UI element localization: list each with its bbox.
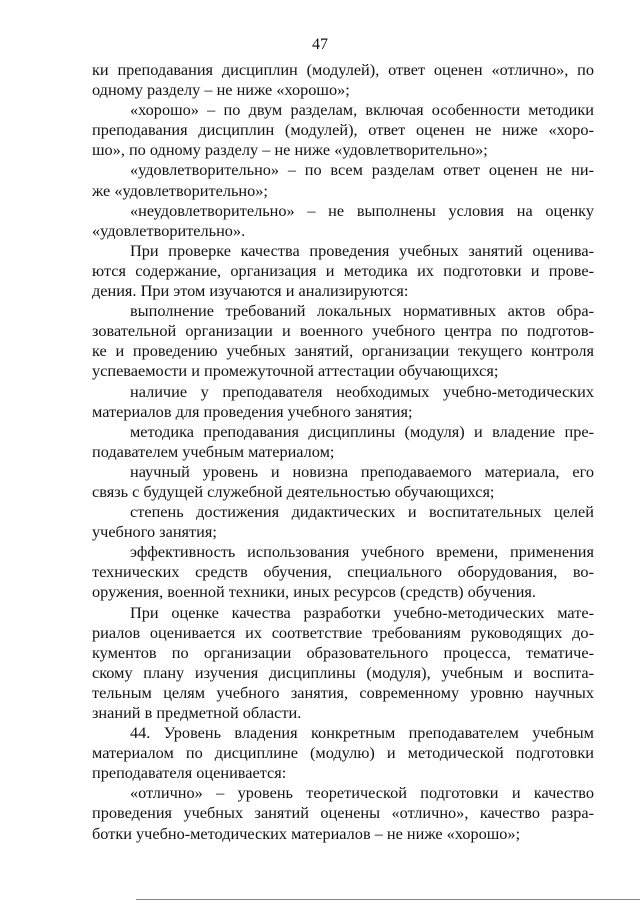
text-line: ке и проведению учебных занятий, организации текущего контроля xyxy=(92,341,594,361)
body-text xyxy=(92,60,594,844)
text-line: выполнение требований локальных нормативных актов обра- xyxy=(130,301,594,321)
text-line: знаний в предметной области. xyxy=(92,703,302,722)
text-line: шо», по одному разделу – не ниже «удовлетворительно»; xyxy=(92,140,488,160)
page-number: 47 xyxy=(312,36,328,53)
text-line: учебного занятия; xyxy=(92,522,217,542)
bottom-rule xyxy=(136,899,640,900)
text-line: преподавания дисциплин (модулей), ответ оценен не ниже «хоро- xyxy=(92,120,594,140)
text-line: методика преподавания дисциплины (модуля) и владение пре- xyxy=(130,421,594,441)
text-line: зовательной организации и военного учебного центра по подготов- xyxy=(92,321,594,341)
text-line: При проверке качества проведения учебных занятий оценива- xyxy=(130,240,594,260)
text-line: «неудовлетворительно» – не выполнены условия на оценку xyxy=(130,200,594,220)
text-line: проведения учебных занятий оценены «отлично», качество разра- xyxy=(92,803,594,823)
text-line: научный уровень и новизна преподаваемого материала, его xyxy=(130,461,594,481)
text-line: ки преподавания дисциплин (модулей), ответ оценен «отлично», по xyxy=(92,60,594,79)
text-line: материалов для проведения учебного занятия; xyxy=(92,401,413,421)
text-line: оружения, военной техники, иных ресурсов (средств) обучения. xyxy=(92,582,536,602)
text-line: ботки учебно-методических материалов – не ниже «хорошо»; xyxy=(92,823,521,843)
text-line: степень достижения дидактических и воспитательных целей xyxy=(130,502,594,522)
text-line: «отлично» – уровень теоретической подготовки и качество xyxy=(130,783,594,803)
text-line: эффективность использования учебного времени, применения xyxy=(130,542,594,562)
text-line: «удовлетворительно». xyxy=(92,220,246,240)
text-line: тельным целям учебного занятия, современному уровню научных xyxy=(92,682,594,702)
text-line: ются содержание, организация и методика их подготовки и прове- xyxy=(92,260,594,280)
text-line: успеваемости и промежуточной аттестации обучающихся; xyxy=(92,361,499,381)
text-line: подавателем учебным материалом; xyxy=(92,441,335,461)
text-line: риалов оценивается их соответствие требованиям руководящих до- xyxy=(92,622,594,642)
text-line: наличие у преподавателя необходимых учебно-методических xyxy=(130,381,594,401)
text-line: скому плану изучения дисциплины (модуля), учебным и воспита- xyxy=(92,662,594,682)
text-line: дения. При этом изучаются и анализируются: xyxy=(92,281,409,301)
text-line: «удовлетворительно» – по всем разделам ответ оценен не ни- xyxy=(130,160,594,180)
text-line: же «удовлетворительно»; xyxy=(92,180,268,200)
text-line: материалом по дисциплине (модулю) и методической подготовки xyxy=(92,743,594,763)
text-line: При оценке качества разработки учебно-методических мате- xyxy=(130,602,594,622)
text-line: одному разделу – не ниже «хорошо»; xyxy=(92,80,350,100)
text-line: кументов по организации образовательного процесса, тематиче- xyxy=(92,642,594,662)
text-line: связь с будущей служебной деятельностью обучающихся; xyxy=(92,481,495,501)
text-line: технических средств обучения, специального оборудования, во- xyxy=(92,562,594,582)
text-line: «хорошо» – по двум разделам, включая особенности методики xyxy=(130,100,594,120)
text-line: 44. Уровень владения конкретным преподавателем учебным xyxy=(130,723,594,743)
text-line: преподавателя оценивается: xyxy=(92,763,287,783)
